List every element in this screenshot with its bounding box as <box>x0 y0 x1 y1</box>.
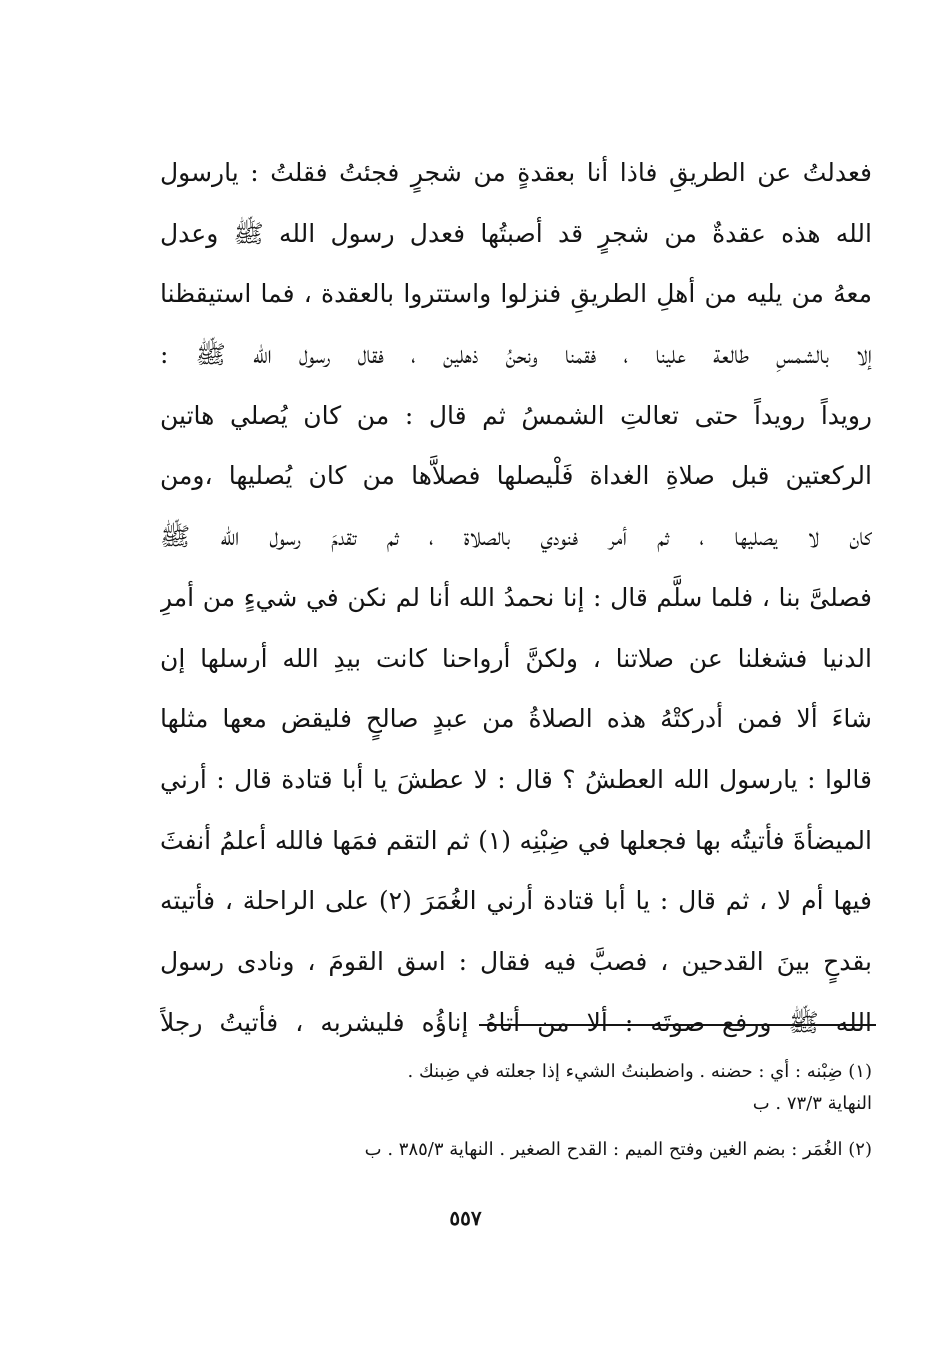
text-line-5: رويداً رويداً حتى تعالتِ الشمسُ ثم قال : من كان يُصلي هاتين <box>160 400 872 430</box>
text-line-11: قالوا : يارسول الله العطشُ ؟ قال : لا عطشَ يا أبا قتادة قال : أرني <box>160 764 872 794</box>
text-line-1: فعدلتُ عن الطريقِ فاذا أنا بعقدةٍ من شجرٍ فجئتُ فقلتُ : يارسول <box>160 158 872 187</box>
page-number: ٥٥٧ <box>449 1206 482 1230</box>
text-line-9: الدنيا فشغلنا عن صلاتنا ، ولكنَّ أرواحنا كانت بيدِ الله أرسلها إن <box>160 643 872 673</box>
text-line-4: إلا بالشمسِ طالعة علينا ، فقمنا ونحنُ ذهلين ، فقال رسول الله ﷺ : <box>160 340 872 370</box>
text-line-6: الركعتين قبل صلاةِ الغداة فَلْيصلها فصلاَّها من كان يُصليها ،ومن <box>160 461 872 491</box>
footnote-separator-rule <box>479 1024 876 1026</box>
text-line-15: الله ﷺ ورفع صوتَه : ألا من أتاهُ إناؤُه فليشربه ، فأتيتُ رجلاً <box>160 1007 872 1037</box>
text-line-8: فصلىَّ بنا ، فلما سلَّم قال : إنا نحمدُ الله أنا لم نكن في شيءٍ من أمرِ <box>160 582 872 612</box>
text-line-10: شاءَ ألا فمن أدركتْهُ هذه الصلاةُ من عبدٍ صالحٍ فليقض معها مثلها <box>160 704 872 734</box>
main-text-block <box>160 143 872 1053</box>
text-line-7: كان لا يصليها ، ثم أمر فنودي بالصلاة ، ثم تقدمَ رسول الله ﷺ <box>160 522 872 552</box>
footnote-2-line-1: (٢) الغُمَر : بضم الغين وفتح الميم : القدح الصغير . النهاية ٣٨٥/٣ . ب <box>364 1139 872 1160</box>
footnote-1-line-1: (١) ضِبْنه : أي : حضنه . واضطبنتُ الشيء إذا جعلته في ضِبنك . <box>407 1061 872 1082</box>
text-line-13: فيها أم لا ، ثم قال : يا أبا قتادة أرني الغُمَرَ (٢) على الراحلة ، فأتيته <box>160 886 872 916</box>
footnote-1-line-2: النهاية ٧٣/٣ . ب <box>752 1093 872 1114</box>
footnote-2 <box>160 1134 872 1166</box>
footnotes-block <box>160 1056 872 1180</box>
text-line-12: الميضأةَ فأتيتُه بها فجعلها في ضِبْنِه (١) ثم التقم فمَها فالله أعلمُ أنفثَ <box>160 825 872 855</box>
footnote-1 <box>160 1056 872 1120</box>
text-line-3: معهُ من يليه من أهلِ الطريقِ فنزلوا واستتروا بالعقدة ، فما استيقظنا <box>160 279 872 309</box>
text-line-2: الله هذه عقدةٌ من شجرٍ قد أصبتُها فعدل رسول الله ﷺ وعدل <box>160 218 872 248</box>
text-line-14: بقدحٍ بينَ القدحين ، فصبَّ فيه فقال : اسق القومَ ، ونادى رسول <box>160 946 872 976</box>
